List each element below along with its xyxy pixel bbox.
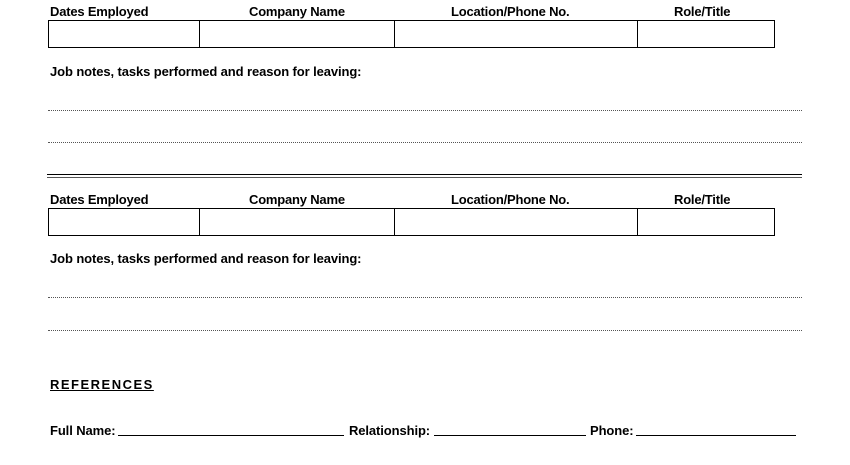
header-dates-employed: Dates Employed: [50, 192, 149, 207]
header-location-phone: Location/Phone No.: [451, 192, 570, 207]
relationship-field[interactable]: [434, 423, 586, 441]
role-title-field[interactable]: [638, 208, 775, 236]
dates-employed-field[interactable]: [48, 208, 200, 236]
location-phone-field[interactable]: [395, 20, 638, 48]
dates-employed-field[interactable]: [48, 20, 200, 48]
full-name-label: Full Name:: [50, 423, 116, 438]
relationship-label: Relationship:: [349, 423, 431, 438]
job-notes-label: Job notes, tasks performed and reason for leaving:: [50, 64, 362, 79]
job-notes-line-1[interactable]: [48, 110, 802, 111]
header-company-name: Company Name: [249, 192, 345, 207]
role-title-field[interactable]: [638, 20, 775, 48]
phone-label: Phone:: [590, 423, 634, 438]
header-role-title: Role/Title: [674, 4, 731, 19]
section-divider: [47, 174, 802, 175]
job-notes-line-2[interactable]: [48, 330, 802, 331]
section-divider-secondary: [47, 177, 802, 178]
company-name-field[interactable]: [200, 208, 395, 236]
location-phone-field[interactable]: [395, 208, 638, 236]
job-notes-label: Job notes, tasks performed and reason for leaving:: [50, 251, 362, 266]
header-location-phone: Location/Phone No.: [451, 4, 570, 19]
references-heading: REFERENCES: [50, 377, 154, 392]
header-company-name: Company Name: [249, 4, 345, 19]
company-name-field[interactable]: [200, 20, 395, 48]
header-role-title: Role/Title: [674, 192, 731, 207]
phone-field[interactable]: [636, 423, 796, 441]
job-notes-line-2[interactable]: [48, 142, 802, 143]
job-notes-line-1[interactable]: [48, 297, 802, 298]
header-dates-employed: Dates Employed: [50, 4, 149, 19]
full-name-field[interactable]: [118, 423, 344, 441]
